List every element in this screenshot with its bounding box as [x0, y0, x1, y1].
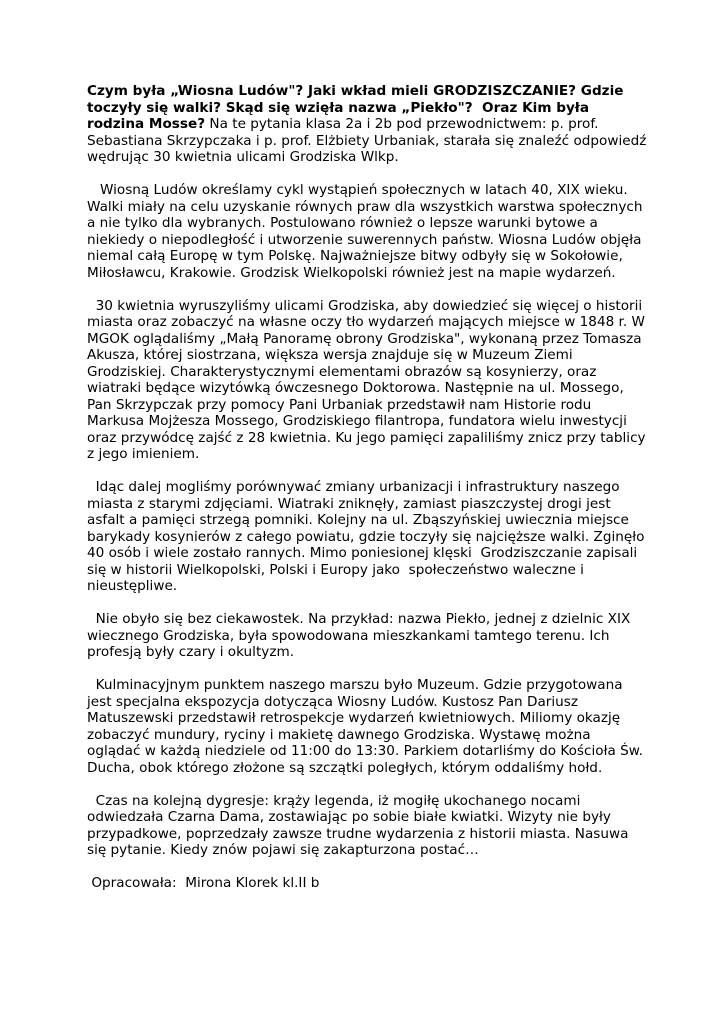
document-page [87, 83, 651, 908]
author-signature: Opracowała: Mirona Klorek kl.II b [87, 875, 320, 891]
intro-text: Na te pytania klasa 2a i 2b pod przewodnictwem: p. prof. Sebastiana Skrzypczaka i p. prof. Elżbiety Urbaniak, starała się znaleźć odpowiedź wędrując 30 kwietnia ulicami Grodziska Wlkp. [87, 116, 651, 165]
paragraph-spring-of-nations: Wiosną Ludów określamy cykl wystąpień społecznych w latach 40, XIX wieku. Walki miały na celu uzyskanie równych praw dla wszystkich warstwa społecznych a nie tylko dla wybranych. Postulowano również o lepsze warunki bytowe a niekiedy o niepodległość i utworzenie suwerennych państw. Wiosna Ludów objęła niemal całą Europę w tym Polskę. Najważniejsze bitwy odbyły się w Sokołowie, Miłosławcu, Krakowie. Grodzisk Wielkopolski również jest na mapie wydarzeń. [87, 182, 647, 281]
paragraph-curiosities: Nie obyło się bez ciekawostek. Na przykład: nazwa Piekło, jednej z dzielnic XIX wiecznego Grodziska, była spowodowana mieszkankami tamtego terenu. Ich profesją były czary i okultyzm. [87, 611, 635, 660]
paragraph-legend: Czas na kolejną dygresje: krąży legenda, iż mogiłę ukochanego nocami odwiedzała Czarna Dama, zostawiając po sobie białe kwiatki. Wizyty nie były przypadkowe, poprzedzały zawsze trudne wydarzenia z historii miasta. Nasuwa się pytanie. Kiedy znów pojawi się zakapturzona postać… [87, 792, 633, 858]
paragraph-march-april-30: 30 kwietnia wyruszyliśmy ulicami Grodziska, aby dowiedzieć się więcej o historii miasta oraz zobaczyć na własne oczy tło wydarzeń mających miejsce w 1848 r. W MGOK oglądaliśmy „Małą Panoramę obrony Grodziska", wykonaną przez Tomasza Akusza, której siostrzana, większa wersja znajduje się w Muzeum Ziemi Grodziskiej. Charakterystycznymi elementami obrazów są kosynierzy, oraz wiatraki będące wizytówką ówczesnego Doktorowa. Następnie na ul. Mossego, Pan Skrzypczak przy pomocy Pani Urbaniak przedstawił nam Historie rodu Markusa Mojżesza Mossego, Grodziskiego filantropa, fundatora wielu inwestycji oraz przywódcę zajść z 28 kwietnia. Ku jego pamięci zapaliliśmy znicz przy tablicy z jego imieniem. [87, 297, 650, 462]
intro-paragraph [87, 83, 651, 166]
paragraph-urban-changes: Idąc dalej mogliśmy porównywać zmiany urbanizacji i infrastruktury naszego miasta z starymi zdjęciami. Wiatraki zniknęły, zamiast piaszczystej drogi jest asfalt a pamięci strzegą pomniki. Kolejny na ul. Zbąszyńskiej uwiecznia miejsce barykady kosynierów z całego powiatu, gdzie toczyły się najcięższe walki. Zginęło 40 osób i wiele zostało rannych. Mimo poniesionej klęski Grodziszczanie zapisali się w historii Wielkopolski, Polski i Europy jako społeczeństwo waleczne i nieustępliwe. [87, 479, 649, 594]
intro-questions: Czym była „Wiosna Ludów"? Jaki wkład mieli GRODZISZCZANIE? Gdzie toczyły się walki? Skąd się wzięła nazwa „Piekło"? Oraz Kim była rodzina Mosse? [87, 83, 629, 132]
paragraph-museum: Kulminacyjnym punktem naszego marszu było Muzeum. Gdzie przygotowana jest specjalna ekspozycja dotycząca Wiosny Ludów. Kustosz Pan Dariusz Matuszewski przedstawił retrospekcje wydarzeń kwietniowych. Miliomy okazję zobaczyć mundury, ryciny i makietę dawnego Grodziska. Wystawę można oglądać w każdą niedziele od 11:00 do 13:30. Parkiem dotarliśmy do Kościoła Św. Ducha, obok którego złożone są szczątki poległych, którym oddaliśmy hołd. [87, 677, 648, 776]
